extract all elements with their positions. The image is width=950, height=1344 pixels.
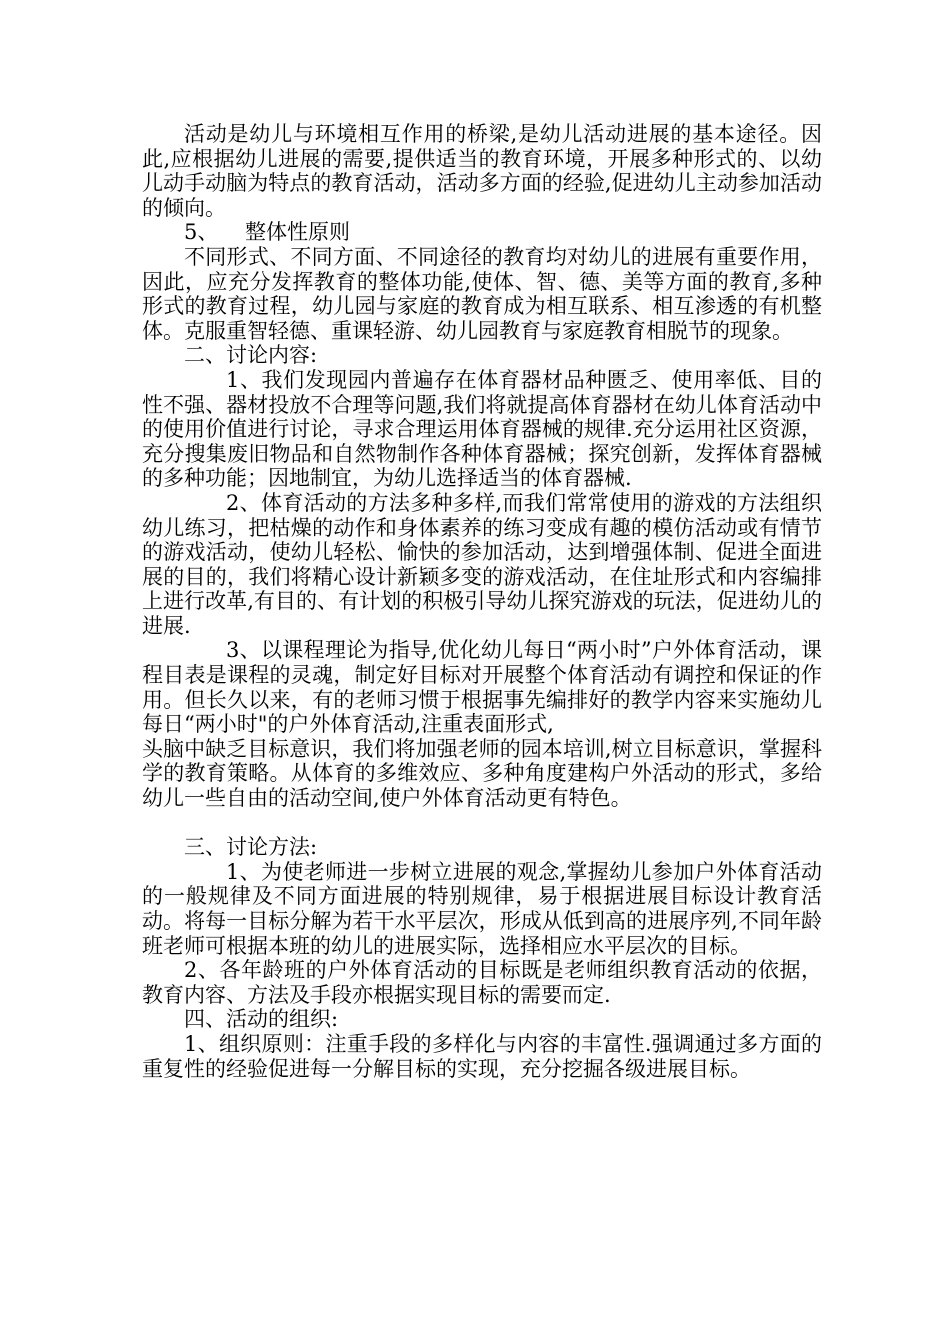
- heading-holistic-principle: 5、 整体性原则: [184, 220, 351, 245]
- paragraph-discussion-item-2: 2、体育活动的方法多种多样,而我们常常使用的游戏的方法组织幼儿练习，把枯燥的动作和身体素养的练习变成有趣的模仿活动或有情节的游戏活动，使幼儿轻松、愉快的参加活动，达到增强体制、促进全面进展的目的，我们将精心设计新颖多变的游戏活动，在住址形式和内容编排上进行改革,有目的、有计划的积极引导幼儿探究游戏的玩法，促进幼儿的进展.: [142, 490, 822, 638]
- paragraph-discussion-item-1: 1、我们发现园内普遍存在体育器材品种匮乏、使用率低、目的性不强、器材投放不合理等问题,我们将就提高体育器材在幼儿体育活动中的使用价值进行讨论，寻求合理运用体育器械的规律.充分运用社区资源，充分搜集废旧物品和自然物制作各种体育器械；探究创新，发挥体育器械的多种功能；因地制宜，为幼儿选择适当的体育器械.: [142, 367, 822, 491]
- heading-discussion-content: 二、讨论内容:: [184, 343, 318, 368]
- paragraph-discussion-item-3-continued: 头脑中缺乏目标意识，我们将加强老师的园本培训,树立目标意识，掌握科学的教育策略。从体育的多维效应、多种角度建构户外活动的形式，多给幼儿一些自由的活动空间,使户外体育活动更有特色。: [142, 736, 822, 811]
- heading-activity-organization: 四、活动的组织:: [184, 1007, 339, 1032]
- blank-line: [142, 811, 822, 836]
- paragraph-discussion-item-3: 3、以课程理论为指导,优化幼儿每日“两小时”户外体育活动，课程目表是课程的灵魂，制定好目标对开展整个体育活动有调控和保证的作用。但长久以来，有的老师习惯于根据事先编排好的教学内容来实施幼儿每日“两小时"的户外体育活动,注重表面形式,: [142, 638, 822, 737]
- paragraph-organization-principle: 1、组织原则：注重手段的多样化与内容的丰富性.强调通过多方面的重复性的经验促进每一分解目标的实现，充分挖掘各级进展目标。: [142, 1031, 822, 1081]
- paragraph-method-item-1: 1、为使老师进一步树立进展的观念,掌握幼儿参加户外体育活动的一般规律及不同方面进展的特别规律，易于根据进展目标设计教育活动。将每一目标分解为若干水平层次，形成从低到高的进展序列,不同年龄班老师可根据本班的幼儿的进展实际，选择相应水平层次的目标。: [142, 859, 822, 958]
- heading-discussion-method: 三、讨论方法:: [184, 835, 318, 860]
- document-page: [142, 122, 822, 1081]
- paragraph-activity-bridge: 活动是幼儿与环境相互作用的桥梁,是幼儿活动进展的基本途径。因此,应根据幼儿进展的需要,提供适当的教育环境，开展多种形式的、以幼儿动手动脑为特点的教育活动，活动多方面的经验,促进幼儿主动参加活动的倾向。: [142, 122, 822, 220]
- paragraph-method-item-2: 2、各年龄班的户外体育活动的目标既是老师组织教育活动的依据，教育内容、方法及手段亦根据实现目标的需要而定.: [142, 958, 822, 1007]
- paragraph-holistic-principle: 不同形式、不同方面、不同途径的教育均对幼儿的进展有重要作用，因此，应充分发挥教育的整体功能,使体、智、德、美等方面的教育,多种形式的教育过程，幼儿园与家庭的教育成为相互联系、相互渗透的有机整体。克服重智轻德、重课轻游、幼儿园教育与家庭教育相脱节的现象。: [142, 244, 822, 343]
